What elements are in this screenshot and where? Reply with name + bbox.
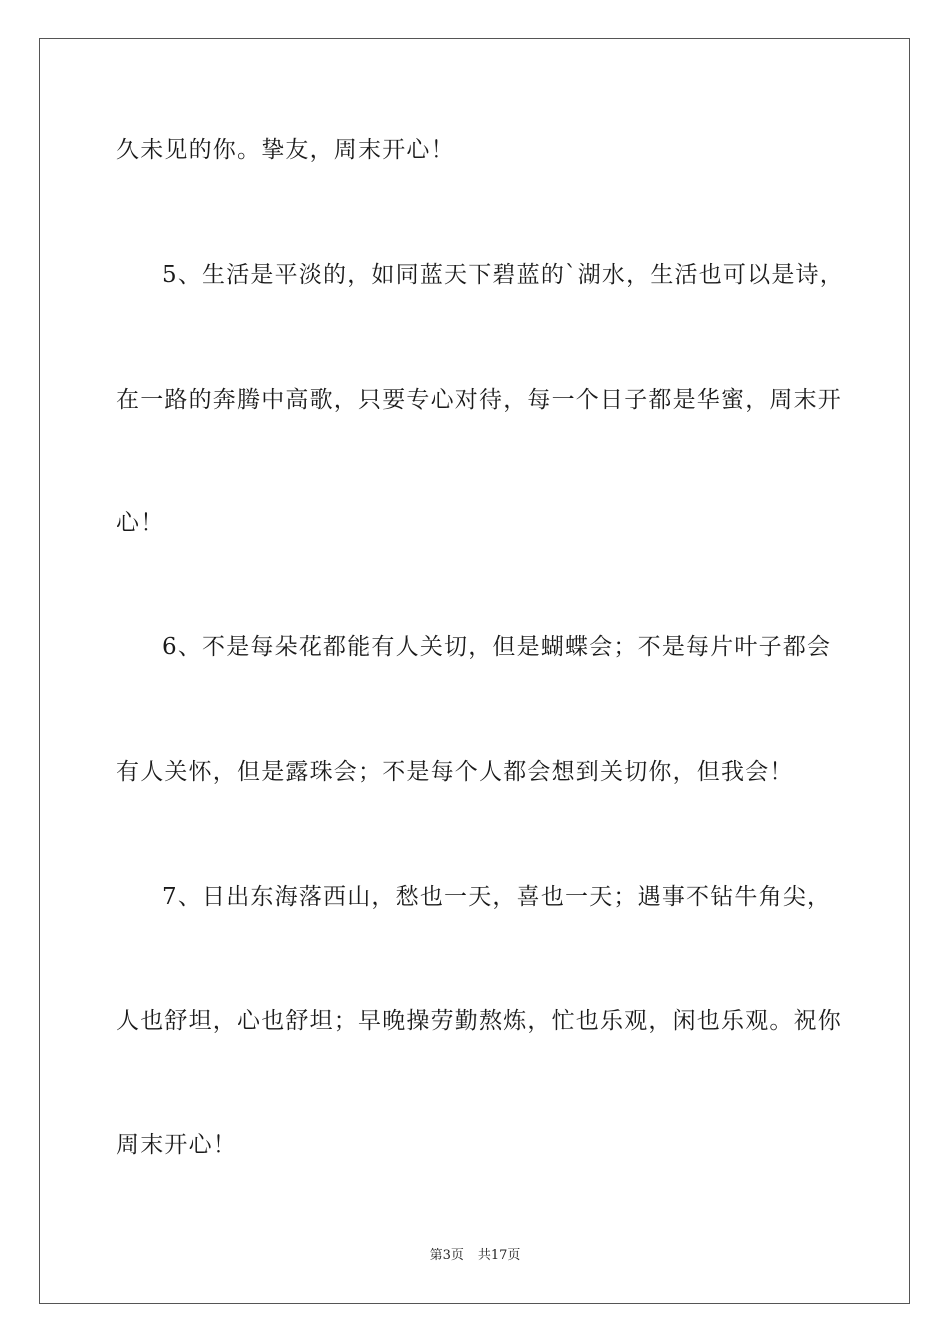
page-border [39,38,910,1304]
text-line: 心！ [116,510,165,536]
text-line: 在一路的奔腾中高歌，只要专心对待，每一个日子都是华蜜，周末开 [116,387,842,413]
text-line: 周末开心！ [116,1132,237,1158]
page-number: 第3页 [429,1248,464,1263]
text-line: 久未见的你。挚友，周末开心！ [116,137,455,163]
text-line: 5、生活是平淡的，如同蓝天下碧蓝的`湖水，生活也可以是诗， [162,262,844,288]
text-line: 人也舒坦，心也舒坦；早晚操劳勤熬炼，忙也乐观，闲也乐观。祝你 [116,1008,842,1034]
text-line: 有人关怀，但是露珠会；不是每个人都会想到关切你，但我会！ [116,759,794,785]
text-line: 7、日出东海落西山，愁也一天，喜也一天；遇事不钻牛角尖， [162,884,832,910]
page-footer [0,1247,950,1265]
page-total: 共17页 [477,1248,521,1263]
text-line: 6、不是每朵花都能有人关切，但是蝴蝶会；不是每片叶子都会 [162,634,832,660]
